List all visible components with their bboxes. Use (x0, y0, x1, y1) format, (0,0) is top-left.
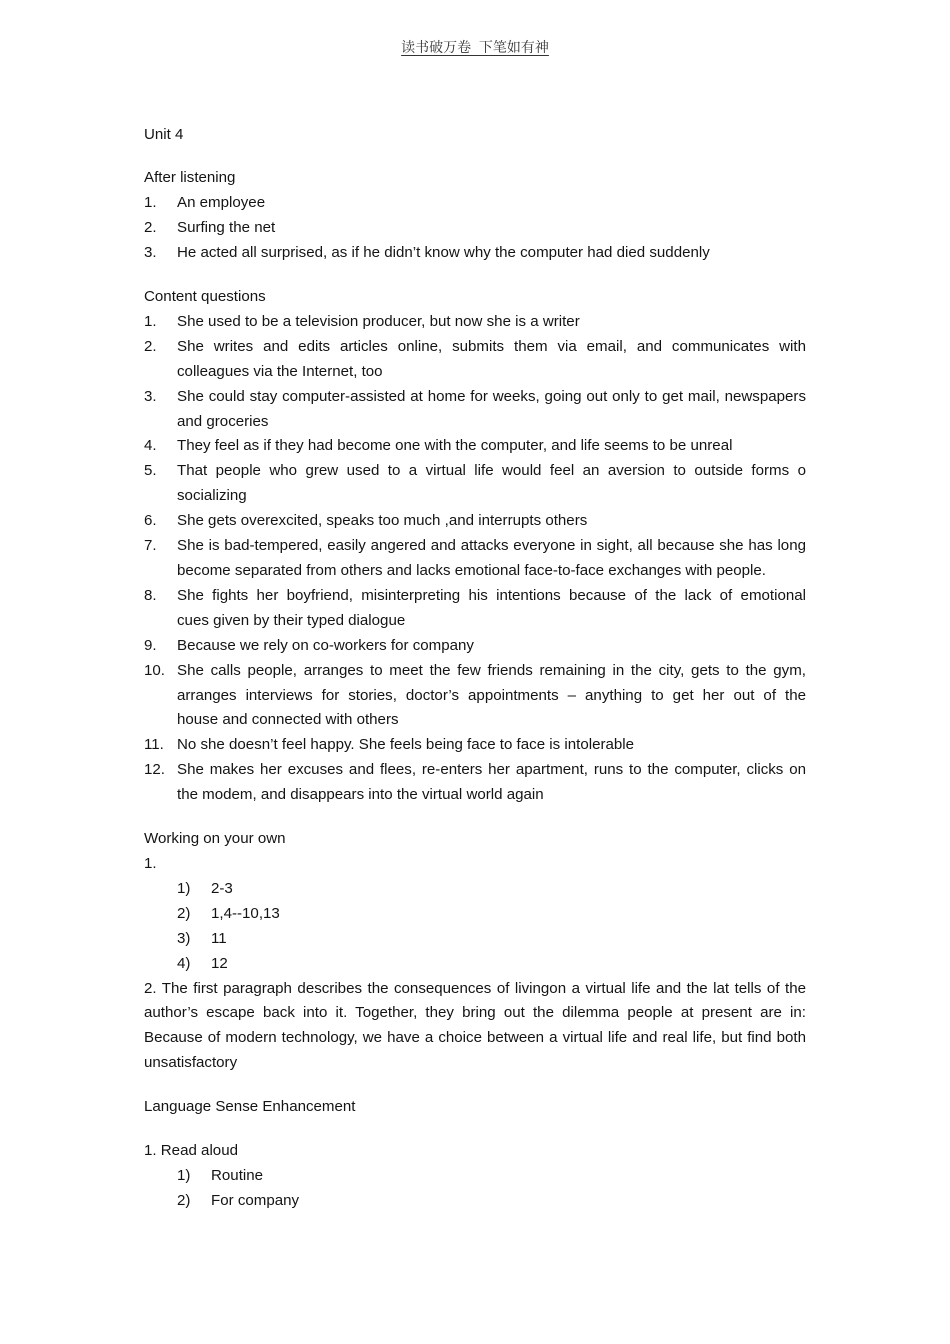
sub-item-number: 3) (177, 929, 191, 947)
answer-paragraph (144, 977, 806, 1077)
sub-list-item (177, 927, 806, 952)
read-aloud-label: 1. Read aloud (144, 1142, 238, 1160)
item-text: They feel as if they had become one with the computer, and life seems to be unreal (177, 437, 733, 455)
sub-item-number: 1) (177, 879, 191, 897)
item-text-line: She could stay computer-assisted at home for weeks, going out only to get mail, newspapers (177, 387, 806, 405)
question-number: 1. (144, 854, 157, 872)
item-number: 11. (144, 736, 164, 754)
section-after-listening (144, 166, 806, 266)
list-item (144, 733, 806, 758)
item-text-line: the modem, and disappears into the virtual world again (177, 786, 544, 804)
item-text-line: She makes her excuses and flees, re-enters her apartment, runs to the computer, clicks on (177, 761, 806, 779)
page-header (0, 35, 950, 59)
item-number: 12. (144, 761, 165, 779)
sub-item-text: 2-3 (211, 879, 233, 897)
item-number: 9. (144, 636, 157, 654)
sub-item-number: 2) (177, 904, 191, 922)
sub-item-number: 1) (177, 1166, 191, 1184)
item-number: 7. (144, 537, 157, 555)
list-item (144, 216, 806, 241)
item-text-line: cues given by their typed dialogue (177, 611, 406, 629)
sub-item-text: Routine (211, 1166, 264, 1184)
item-text-line: house and connected with others (177, 711, 399, 729)
sub-item-text: 11 (211, 929, 227, 947)
paragraph-line: 2. The first paragraph describes the consequences of livingon a virtual life and the lat tells of the (144, 979, 806, 997)
list-item (144, 434, 806, 459)
section-working-on-your-own (144, 827, 806, 1076)
item-text: No she doesn’t feel happy. She feels being face to face is intolerable (177, 736, 635, 754)
sub-item-text: For company (211, 1191, 300, 1209)
item-number: 3. (144, 387, 157, 405)
item-text-line: That people who grew used to a virtual life would feel an aversion to outside forms o (177, 462, 806, 480)
read-aloud-block (144, 1139, 806, 1214)
list-item (144, 459, 806, 509)
item-number: 2. (144, 337, 157, 355)
item-text: He acted all surprised, as if he didn’t know why the computer had died suddenly (177, 244, 710, 262)
item-number: 6. (144, 512, 157, 530)
item-number: 3. (144, 244, 157, 262)
header-motto: 读书破万卷 下笔如有神 (401, 39, 549, 55)
list-item (144, 758, 806, 808)
list-item (144, 634, 806, 659)
list-item (144, 241, 806, 266)
item-text: An employee (177, 194, 266, 212)
list-item (144, 509, 806, 534)
sub-list-item (177, 1189, 806, 1214)
section-heading: Language Sense Enhancement (144, 1098, 356, 1116)
list-item (144, 659, 806, 734)
list-item (144, 191, 806, 216)
item-text-line: She writes and edits articles online, submits them via email, and communicates with (177, 337, 806, 355)
paragraph-line: author’s escape back into it. Together, they bring out the dilemma people at present are in: (144, 1004, 806, 1022)
sub-list-item (177, 1164, 806, 1189)
section-heading: Content questions (144, 288, 266, 306)
item-text: Surfing the net (177, 219, 276, 237)
section-content-questions (144, 285, 806, 808)
document-body (144, 123, 806, 1214)
list-item (144, 335, 806, 385)
item-text-line: She calls people, arranges to meet the few friends remaining in the city, gets to the gym, (177, 661, 806, 679)
item-number: 8. (144, 586, 157, 604)
sub-item-text: 12 (211, 954, 228, 972)
section-heading: Working on your own (144, 830, 286, 848)
sub-item-number: 2) (177, 1191, 191, 1209)
item-number: 1. (144, 194, 157, 212)
section-heading: After listening (144, 169, 236, 187)
item-text-line: socializing (177, 487, 247, 505)
sub-list-item (177, 952, 806, 977)
list-item (144, 310, 806, 335)
section-language-sense (144, 1095, 806, 1120)
item-text-line: She fights her boyfriend, misinterpreting his intentions because of the lack of emotional (177, 586, 806, 604)
sub-item-text: 1,4--10,13 (211, 904, 280, 922)
item-number: 10. (144, 661, 165, 679)
item-text: She gets overexcited, speaks too much ,and interrupts others (177, 512, 588, 530)
list-item (144, 385, 806, 435)
sub-list-item (177, 877, 806, 902)
item-number: 4. (144, 437, 157, 455)
list-item (144, 534, 806, 584)
list-item (144, 584, 806, 634)
item-text-line: colleagues via the Internet, too (177, 362, 383, 380)
item-number: 1. (144, 312, 157, 330)
item-text-line: She is bad-tempered, easily angered and attacks everyone in sight, all because she has long (177, 537, 806, 555)
item-number: 5. (144, 462, 157, 480)
paragraph-line: unsatisfactory (144, 1054, 238, 1072)
item-text-line: and groceries (177, 412, 269, 430)
item-text-line: become separated from others and lacks emotional face-to-face exchanges with people. (177, 562, 766, 579)
item-text: She used to be a television producer, but now she is a writer (177, 312, 580, 330)
sub-list-item (177, 902, 806, 927)
item-text: Because we rely on co-workers for company (177, 636, 474, 654)
unit-title: Unit 4 (144, 125, 184, 143)
item-number: 2. (144, 219, 157, 237)
paragraph-line: Because of modern technology, we have a choice between a virtual life and real life, but find both (144, 1029, 806, 1047)
sub-item-number: 4) (177, 954, 191, 972)
item-text-line: arranges interviews for stories, doctor’s appointments – anything to get her out of the (177, 686, 806, 704)
